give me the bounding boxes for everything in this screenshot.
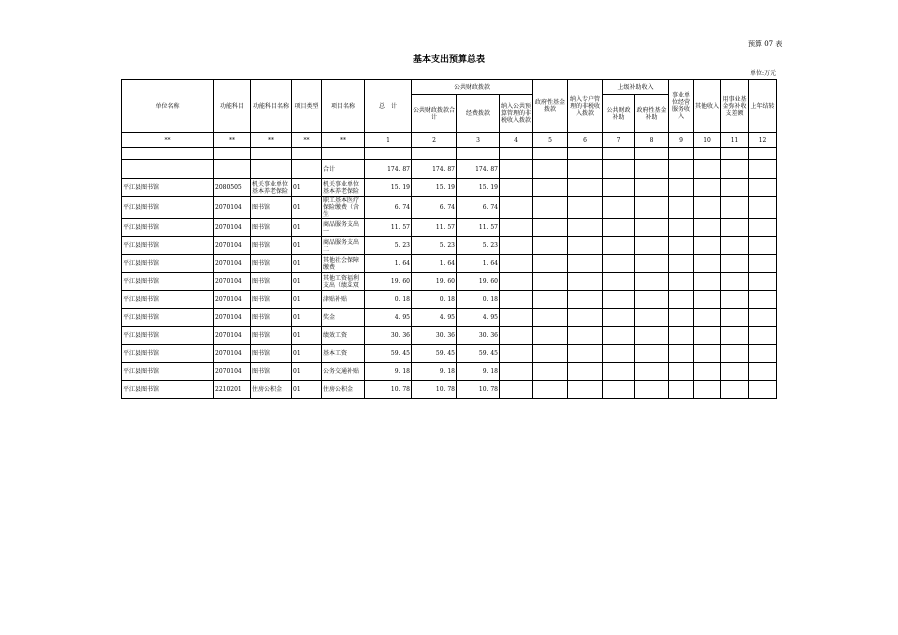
cell-func-code: 2070104 [214, 291, 251, 309]
cell-total: 4. 95 [365, 309, 412, 327]
header-public-finance: 公共财政拨款 [412, 80, 533, 95]
empty-cell [568, 197, 603, 219]
empty-cell [669, 309, 694, 327]
empty-cell [694, 197, 721, 219]
cell-pf-subtotal: 10. 78 [412, 381, 457, 399]
empty-cell [568, 309, 603, 327]
empty-cell [603, 179, 635, 197]
empty-cell [749, 179, 777, 197]
cell-item-name: 绩效工资 [322, 327, 365, 345]
cell-func-code: 2080505 [214, 179, 251, 197]
empty-cell [694, 237, 721, 255]
empty-cell [669, 273, 694, 291]
empty-cell [533, 381, 568, 399]
empty-cell [533, 327, 568, 345]
cell-total: 6. 74 [365, 197, 412, 219]
cell-func-code: 2070104 [214, 327, 251, 345]
empty-cell [694, 219, 721, 237]
empty-cell [635, 197, 669, 219]
cell-total: 1. 64 [365, 255, 412, 273]
index-cell: 4 [500, 133, 533, 148]
empty-cell [603, 273, 635, 291]
cell-pf-subtotal: 11. 57 [412, 219, 457, 237]
empty-cell [721, 237, 749, 255]
blank-row [122, 148, 777, 160]
empty-cell [500, 345, 533, 363]
table-row [122, 219, 777, 237]
empty-cell [749, 345, 777, 363]
cell-unit-name: 平江县图书馆 [122, 363, 214, 381]
cell-item-name: 住房公积金 [322, 381, 365, 399]
index-cell: ** [322, 133, 365, 148]
empty-cell [721, 345, 749, 363]
empty-cell [635, 237, 669, 255]
empty-cell [669, 327, 694, 345]
total-label: 合计 [322, 160, 365, 179]
empty-cell [635, 255, 669, 273]
empty-cell [500, 197, 533, 219]
cell-func-code: 2070104 [214, 309, 251, 327]
header-sup-gov-fund: 政府性基金补助 [635, 95, 669, 133]
table-row [122, 237, 777, 255]
empty-cell [533, 179, 568, 197]
cell-pf-operating: 30. 36 [457, 327, 500, 345]
empty-cell [669, 255, 694, 273]
cell-pf-subtotal: 9. 18 [412, 363, 457, 381]
cell-item-type: 01 [292, 219, 322, 237]
cell-item-type: 01 [292, 197, 322, 219]
empty-cell [694, 309, 721, 327]
cell-unit-name: 平江县图书馆 [122, 179, 214, 197]
table-row [122, 345, 777, 363]
empty-cell [568, 219, 603, 237]
empty-cell [500, 255, 533, 273]
empty-cell [568, 179, 603, 197]
table-row [122, 363, 777, 381]
header-func-name: 功能科目名称 [251, 80, 292, 133]
empty-cell [721, 327, 749, 345]
total-operating: 174. 87 [457, 160, 500, 179]
empty-cell [500, 291, 533, 309]
empty-cell [533, 309, 568, 327]
empty-cell [669, 237, 694, 255]
cell-pf-operating: 9. 18 [457, 363, 500, 381]
cell-pf-operating: 10. 78 [457, 381, 500, 399]
empty-cell [694, 381, 721, 399]
empty-cell [603, 291, 635, 309]
empty-cell [635, 345, 669, 363]
empty-cell [749, 255, 777, 273]
cell-pf-subtotal: 59. 45 [412, 345, 457, 363]
empty-cell [749, 381, 777, 399]
empty-cell [694, 345, 721, 363]
header-fund-balance: 用事业基金弥补收支差额 [721, 80, 749, 133]
empty-cell [533, 291, 568, 309]
cell-item-name: 公务交通补贴 [322, 363, 365, 381]
empty-cell [533, 219, 568, 237]
total-subtotal: 174. 87 [412, 160, 457, 179]
cell-func-name: 图书馆 [251, 309, 292, 327]
cell-pf-operating: 1. 64 [457, 255, 500, 273]
table-row [122, 327, 777, 345]
empty-cell [749, 197, 777, 219]
empty-cell [635, 381, 669, 399]
index-cell: 5 [533, 133, 568, 148]
empty-cell [500, 179, 533, 197]
cell-unit-name: 平江县图书馆 [122, 291, 214, 309]
empty-cell [749, 291, 777, 309]
empty-cell [635, 291, 669, 309]
cell-func-name: 图书馆 [251, 197, 292, 219]
empty-cell [635, 309, 669, 327]
cell-pf-subtotal: 30. 36 [412, 327, 457, 345]
empty-cell [721, 273, 749, 291]
header-special-nontax: 纳入专户管理的非税收入拨款 [568, 80, 603, 133]
cell-item-name: 商品服务支出一 [322, 219, 365, 237]
empty-cell [669, 363, 694, 381]
empty-cell [669, 381, 694, 399]
empty-cell [721, 291, 749, 309]
empty-cell [721, 309, 749, 327]
cell-total: 10. 78 [365, 381, 412, 399]
cell-pf-operating: 6. 74 [457, 197, 500, 219]
index-cell: ** [214, 133, 251, 148]
index-cell: 11 [721, 133, 749, 148]
cell-item-name: 其他社会保障缴费 [322, 255, 365, 273]
cell-func-name: 图书馆 [251, 273, 292, 291]
empty-cell [669, 179, 694, 197]
table-row [122, 381, 777, 399]
cell-item-type: 01 [292, 179, 322, 197]
empty-cell [500, 219, 533, 237]
empty-cell [721, 381, 749, 399]
cell-item-name: 其他工资福利支出（绩효双 [322, 273, 365, 291]
budget-table [121, 79, 777, 399]
cell-unit-name: 平江县图书馆 [122, 237, 214, 255]
empty-cell [749, 309, 777, 327]
cell-pf-subtotal: 5. 23 [412, 237, 457, 255]
cell-func-name: 图书馆 [251, 345, 292, 363]
header-prev-balance: 上年结转 [749, 80, 777, 133]
cell-func-name: 图书馆 [251, 327, 292, 345]
empty-cell [635, 327, 669, 345]
index-cell: 7 [603, 133, 635, 148]
header-pf-operating: 经费拨款 [457, 95, 500, 133]
cell-pf-operating: 5. 23 [457, 237, 500, 255]
index-cell: 8 [635, 133, 669, 148]
cell-func-code: 2210201 [214, 381, 251, 399]
empty-cell [533, 197, 568, 219]
table-row [122, 309, 777, 327]
total-row [122, 160, 777, 179]
empty-cell [749, 219, 777, 237]
cell-item-type: 01 [292, 309, 322, 327]
empty-cell [721, 197, 749, 219]
header-item-name: 项目名称 [322, 80, 365, 133]
header-total: 总 计 [365, 80, 412, 133]
empty-cell [669, 345, 694, 363]
empty-cell [694, 291, 721, 309]
table-row [122, 255, 777, 273]
empty-cell [533, 363, 568, 381]
cell-pf-operating: 59. 45 [457, 345, 500, 363]
empty-cell [533, 345, 568, 363]
empty-cell [603, 237, 635, 255]
cell-total: 11. 57 [365, 219, 412, 237]
index-cell: 10 [694, 133, 721, 148]
header-other-income: 其他收入 [694, 80, 721, 133]
index-cell: 2 [412, 133, 457, 148]
empty-cell [603, 255, 635, 273]
empty-cell [694, 179, 721, 197]
header-item-type: 项目类型 [292, 80, 322, 133]
empty-cell [568, 291, 603, 309]
cell-pf-subtotal: 4. 95 [412, 309, 457, 327]
empty-cell [533, 255, 568, 273]
cell-func-name: 图书馆 [251, 363, 292, 381]
empty-cell [694, 363, 721, 381]
empty-cell [749, 273, 777, 291]
empty-cell [721, 255, 749, 273]
cell-total: 5. 23 [365, 237, 412, 255]
empty-cell [568, 345, 603, 363]
cell-pf-subtotal: 1. 64 [412, 255, 457, 273]
page-title: 基本支出预算总表 [412, 55, 485, 65]
empty-cell [635, 219, 669, 237]
cell-pf-operating: 15. 19 [457, 179, 500, 197]
cell-total: 19. 60 [365, 273, 412, 291]
cell-item-type: 01 [292, 363, 322, 381]
header-superior-subsidy: 上级补助收入 [603, 80, 669, 95]
index-cell: 12 [749, 133, 777, 148]
empty-cell [533, 273, 568, 291]
cell-pf-operating: 19. 60 [457, 273, 500, 291]
cell-unit-name: 平江县图书馆 [122, 255, 214, 273]
cell-pf-operating: 0. 18 [457, 291, 500, 309]
empty-cell [603, 345, 635, 363]
cell-item-type: 01 [292, 255, 322, 273]
empty-cell [500, 237, 533, 255]
empty-cell [603, 219, 635, 237]
empty-cell [568, 255, 603, 273]
empty-cell [568, 327, 603, 345]
cell-item-type: 01 [292, 273, 322, 291]
empty-cell [669, 197, 694, 219]
table-row [122, 179, 777, 197]
index-cell: 9 [669, 133, 694, 148]
empty-cell [603, 381, 635, 399]
empty-cell [721, 179, 749, 197]
cell-item-name: 商品服务支出二 [322, 237, 365, 255]
cell-func-name: 住房公积金 [251, 381, 292, 399]
cell-item-name: 奖金 [322, 309, 365, 327]
empty-cell [568, 273, 603, 291]
cell-func-code: 2070104 [214, 273, 251, 291]
header-pf-budget-mgmt: 纳入公共预算管理的非税收入拨款 [500, 95, 533, 133]
empty-cell [749, 327, 777, 345]
empty-cell [500, 309, 533, 327]
index-cell: 6 [568, 133, 603, 148]
total-value: 174. 87 [365, 160, 412, 179]
empty-cell [749, 237, 777, 255]
header-sup-public: 公共财政补助 [603, 95, 635, 133]
cell-item-type: 01 [292, 381, 322, 399]
unit-label: 单位:万元 [749, 70, 776, 77]
header-gov-fund: 政府性基金拨款 [533, 80, 568, 133]
cell-func-code: 2070104 [214, 255, 251, 273]
cell-total: 9. 18 [365, 363, 412, 381]
empty-cell [694, 327, 721, 345]
cell-pf-operating: 4. 95 [457, 309, 500, 327]
header-func-code: 功能科目 [214, 80, 251, 133]
table-row [122, 197, 777, 219]
table-row [122, 291, 777, 309]
cell-unit-name: 平江县图书馆 [122, 197, 214, 219]
empty-cell [694, 273, 721, 291]
empty-cell [603, 327, 635, 345]
cell-total: 0. 18 [365, 291, 412, 309]
empty-cell [694, 255, 721, 273]
header-unit-name: 单位名称 [122, 80, 214, 133]
cell-pf-operating: 11. 57 [457, 219, 500, 237]
cell-func-code: 2070104 [214, 237, 251, 255]
empty-cell [669, 219, 694, 237]
empty-cell [500, 273, 533, 291]
empty-cell [635, 273, 669, 291]
empty-cell [568, 381, 603, 399]
cell-item-type: 01 [292, 291, 322, 309]
cell-pf-subtotal: 15. 19 [412, 179, 457, 197]
index-cell: ** [292, 133, 322, 148]
index-cell: ** [122, 133, 214, 148]
index-cell: 3 [457, 133, 500, 148]
cell-func-name: 图书馆 [251, 291, 292, 309]
cell-func-name: 图书馆 [251, 219, 292, 237]
cell-item-type: 01 [292, 237, 322, 255]
empty-cell [500, 381, 533, 399]
header-business-income: 事业单位经营服务收入 [669, 80, 694, 133]
form-number: 预算 07 表 [748, 40, 783, 48]
cell-unit-name: 平江县图书馆 [122, 345, 214, 363]
cell-unit-name: 平江县图书馆 [122, 219, 214, 237]
empty-cell [721, 219, 749, 237]
empty-cell [500, 327, 533, 345]
empty-cell [500, 363, 533, 381]
empty-cell [669, 291, 694, 309]
header-pf-subtotal: 公共财政拨款合计 [412, 95, 457, 133]
empty-cell [603, 197, 635, 219]
cell-func-code: 2070104 [214, 345, 251, 363]
cell-func-name: 图书馆 [251, 255, 292, 273]
cell-unit-name: 平江县图书馆 [122, 327, 214, 345]
index-cell: ** [251, 133, 292, 148]
cell-pf-subtotal: 0. 18 [412, 291, 457, 309]
empty-cell [568, 237, 603, 255]
cell-item-type: 01 [292, 327, 322, 345]
index-cell: 1 [365, 133, 412, 148]
cell-func-name: 机关事业单位基本养老保险 [251, 179, 292, 197]
empty-cell [749, 363, 777, 381]
cell-func-code: 2070104 [214, 363, 251, 381]
empty-cell [603, 309, 635, 327]
empty-cell [721, 363, 749, 381]
empty-cell [603, 363, 635, 381]
cell-item-name: 基本工资 [322, 345, 365, 363]
cell-unit-name: 平江县图书馆 [122, 381, 214, 399]
cell-item-name: 职工基本医疗保险缴费（含生 [322, 197, 365, 219]
cell-func-code: 2070104 [214, 219, 251, 237]
cell-unit-name: 平江县图书馆 [122, 273, 214, 291]
empty-cell [533, 237, 568, 255]
cell-pf-subtotal: 19. 60 [412, 273, 457, 291]
cell-pf-subtotal: 6. 74 [412, 197, 457, 219]
cell-func-name: 图书馆 [251, 237, 292, 255]
cell-item-name: 津贴补贴 [322, 291, 365, 309]
cell-item-name: 机关事业单位基本养老保险 [322, 179, 365, 197]
cell-func-code: 2070104 [214, 197, 251, 219]
empty-cell [635, 363, 669, 381]
cell-total: 59. 45 [365, 345, 412, 363]
index-row [122, 133, 777, 148]
cell-total: 15. 19 [365, 179, 412, 197]
empty-cell [635, 179, 669, 197]
cell-unit-name: 平江县图书馆 [122, 309, 214, 327]
cell-item-type: 01 [292, 345, 322, 363]
empty-cell [568, 363, 603, 381]
cell-total: 30. 36 [365, 327, 412, 345]
table-row [122, 273, 777, 291]
